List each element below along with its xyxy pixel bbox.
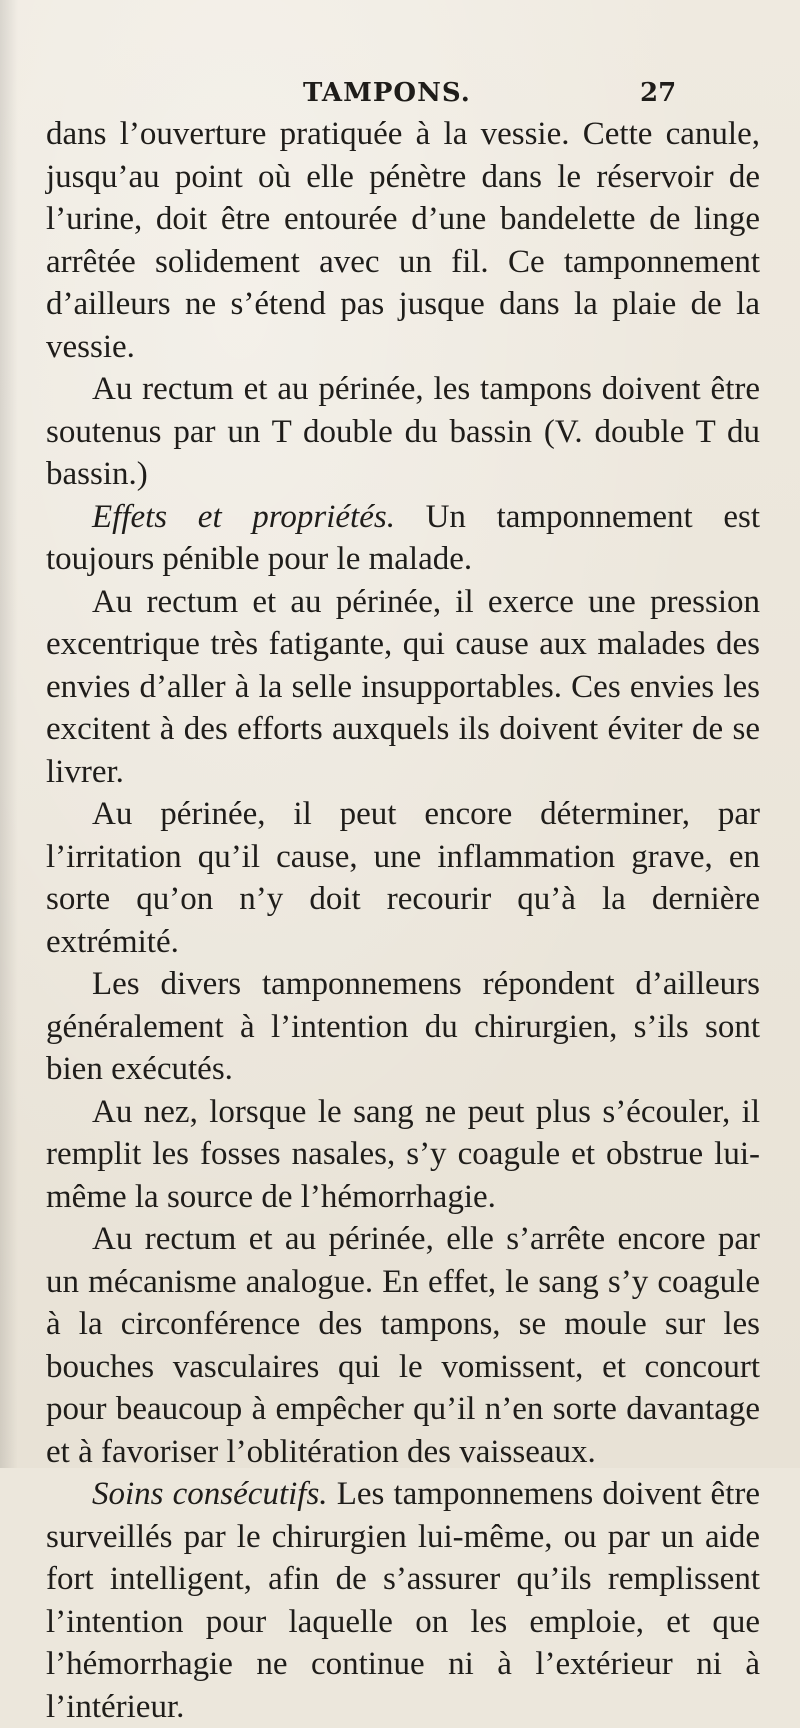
running-title: TAMPONS. bbox=[303, 78, 471, 108]
paragraph-1: dans l’ouverture pratiquée à la vessie. Cette canule, jusqu’au point où elle pénètre dans le réservoir de l’urine, doit être entourée d’une bandelette de linge arrêtée solidement avec un fil. Ce tamponnement d’ailleurs ne s’étend pas jusque dans la plaie de la vessie. bbox=[46, 116, 760, 365]
paragraph-6: Les divers tamponnemens répondent d’ailleurs généralement à l’intention du chirurgien, s’ils sont bien exécutés. bbox=[46, 966, 760, 1087]
paragraph-2: Au rectum et au périnée, les tampons doivent être soutenus par un T double du bassin (V. double T du bassin.) bbox=[46, 371, 760, 492]
running-head bbox=[0, 78, 800, 112]
section-heading-effets: Effets et propriétés. bbox=[92, 498, 395, 535]
paragraph-3 bbox=[46, 496, 760, 581]
page-number: 27 bbox=[640, 78, 677, 108]
paragraph-7: Au nez, lorsque le sang ne peut plus s’écouler, il remplit les fosses nasales, s’y coagule et obstrue lui-même la source de l’hémorrhagie. bbox=[46, 1093, 760, 1215]
paragraph-5: Au périnée, il peut encore déterminer, par l’irritation qu’il cause, une inflammation grave, en sorte qu’on n’y doit recourir qu’à la dernière extrémité. bbox=[46, 796, 760, 960]
paragraph-9-text: Les tamponnemens doivent être surveillés par le chirurgien lui-même, ou par un aide fort intelligent, afin de s’assurer qu’ils remplissent l’intention pour laquelle on les emploie, et que l’hémorrhagie ne continue ni à l’extérieur ni à l’intérieur. bbox=[46, 1476, 760, 1725]
paragraph-3-text: Un tamponnement est toujours pénible pour le malade. bbox=[46, 498, 760, 577]
section-heading-soins: Soins consécutifs. bbox=[92, 1476, 328, 1512]
paragraph-8: Au rectum et au périnée, elle s’arrête encore par un mécanisme analogue. En effet, le sang s’y coagule à la circonférence des tampons, se moule sur les bouches vasculaires qui le vomissent, et concourt pour beaucoup à empêcher qu’il n’en sorte davantage et à favoriser l’oblitération des vaisseaux. bbox=[46, 1221, 760, 1470]
paragraph-9 bbox=[46, 1473, 760, 1728]
paragraph-4: Au rectum et au périnée, il exerce une pression excentrique très fatigante, qui cause aux malades des envies d’aller à la selle insupportables. Ces envies les excitent à des efforts auxquels ils doivent éviter de se livrer. bbox=[46, 583, 760, 790]
body-text bbox=[46, 113, 760, 1728]
